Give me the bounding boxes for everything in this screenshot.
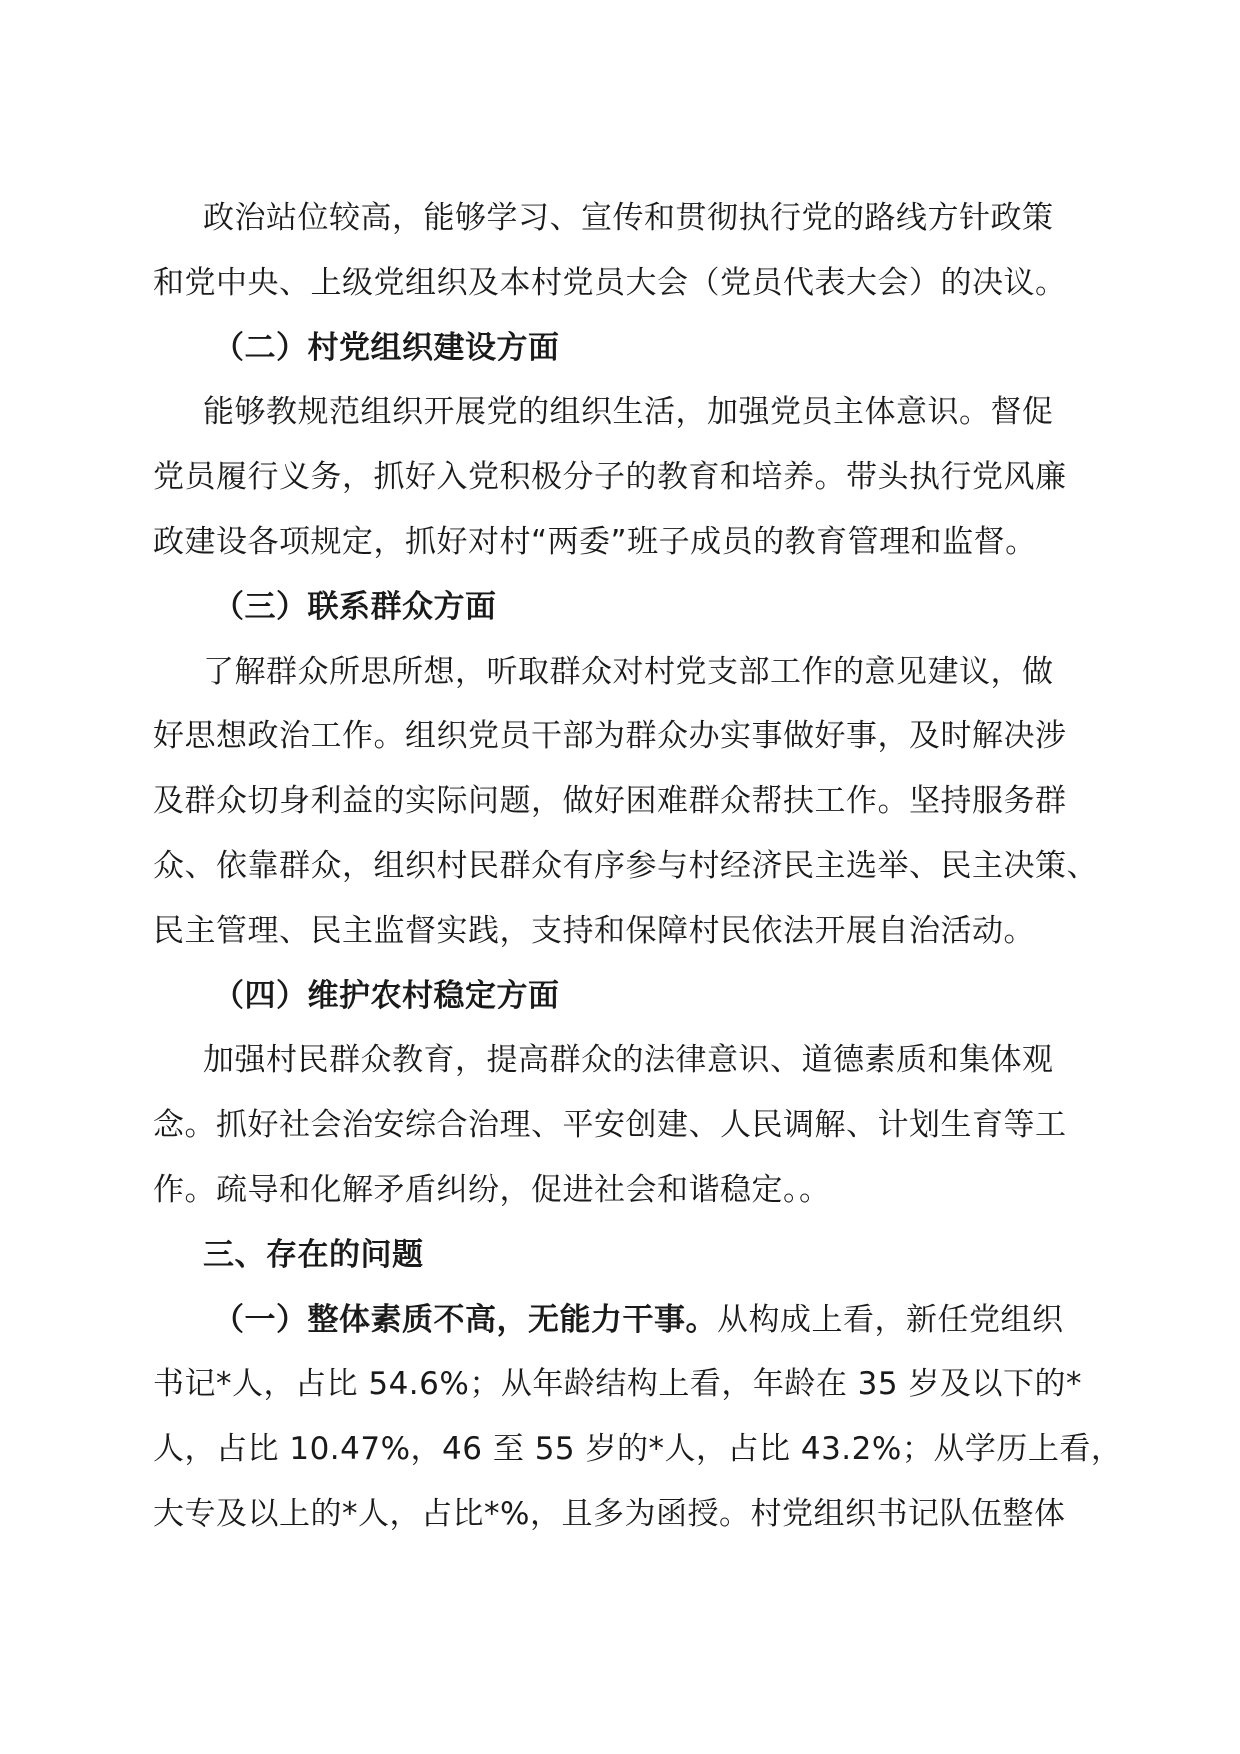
paragraph-line: [153, 251, 1093, 316]
paragraph-line: [153, 445, 1093, 510]
paragraph-line: [153, 1482, 1093, 1547]
paragraph-line: [153, 510, 1093, 575]
section-heading: [153, 575, 1093, 640]
heading-text: （四）维护农村稳定方面: [213, 977, 560, 1014]
line-text: 人，占比 10.47%，46 至 55 岁的*人，占比 43.2%；从学历上看，: [153, 1431, 1123, 1468]
line-text: 政建设各项规定，抓好对村“两委”班子成员的教育管理和监督。: [153, 523, 1037, 560]
line-text: 民主管理、民主监督实践，支持和保障村民依法开展自治活动。: [153, 912, 1035, 949]
paragraph-line: [153, 1288, 1093, 1353]
paragraph-line: [153, 1352, 1093, 1417]
lead-bold-text: （一）整体素质不高，无能力干事。: [213, 1301, 717, 1338]
paragraph-line: [153, 1158, 1093, 1223]
line-text: 了解群众所思所想，听取群众对村党支部工作的意见建议，做: [203, 653, 1054, 690]
line-text: 及群众切身利益的实际问题，做好困难群众帮扶工作。坚持服务群: [153, 783, 1067, 820]
heading-text: （二）村党组织建设方面: [213, 329, 560, 366]
paragraph-line: [153, 899, 1093, 964]
line-text: 念。抓好社会治安综合治理、平安创建、人民调解、计划生育等工: [153, 1107, 1067, 1144]
paragraph-line: [153, 1093, 1093, 1158]
line-text: 书记*人，占比 54.6%；从年龄结构上看，年龄在 35 岁及以下的*: [153, 1366, 1082, 1403]
document-body: [153, 186, 1123, 1547]
section-heading: [153, 316, 1093, 381]
paragraph-line: [153, 640, 1093, 705]
line-text: 从构成上看，新任党组织: [717, 1301, 1064, 1338]
section-heading: [153, 964, 1093, 1029]
paragraph-line: [153, 704, 1093, 769]
line-text: 作。疏导和化解矛盾纠纷，促进社会和谐稳定。。: [153, 1171, 831, 1208]
line-text: 加强村民群众教育，提高群众的法律意识、道德素质和集体观: [203, 1042, 1054, 1079]
line-text: 政治站位较高，能够学习、宣传和贯彻执行党的路线方针政策: [203, 200, 1054, 236]
line-text: 大专及以上的*人，占比*%，且多为函授。村党组织书记队伍整体: [153, 1495, 1066, 1532]
paragraph-line: [153, 1417, 1123, 1482]
paragraph-line: [153, 380, 1093, 445]
line-text: 和党中央、上级党组织及本村党员大会（党员代表大会）的决议。: [153, 264, 1067, 301]
line-text: 好思想政治工作。组织党员干部为群众办实事做好事，及时解决涉: [153, 718, 1067, 755]
paragraph-line: [153, 186, 1093, 251]
paragraph-line: [153, 769, 1093, 834]
paragraph-line: [153, 1028, 1093, 1093]
chapter-heading: [153, 1223, 1093, 1288]
paragraph-line: [153, 834, 1098, 899]
line-text: 党员履行义务，抓好入党积极分子的教育和培养。带头执行党风廉: [153, 459, 1067, 496]
heading-text: （三）联系群众方面: [213, 588, 497, 625]
heading-text: 三、存在的问题: [203, 1236, 424, 1273]
line-text: 众、依靠群众，组织村民群众有序参与村经济民主选举、民主决策、: [153, 847, 1098, 884]
line-text: 能够教规范组织开展党的组织生活，加强党员主体意识。督促: [203, 394, 1054, 431]
